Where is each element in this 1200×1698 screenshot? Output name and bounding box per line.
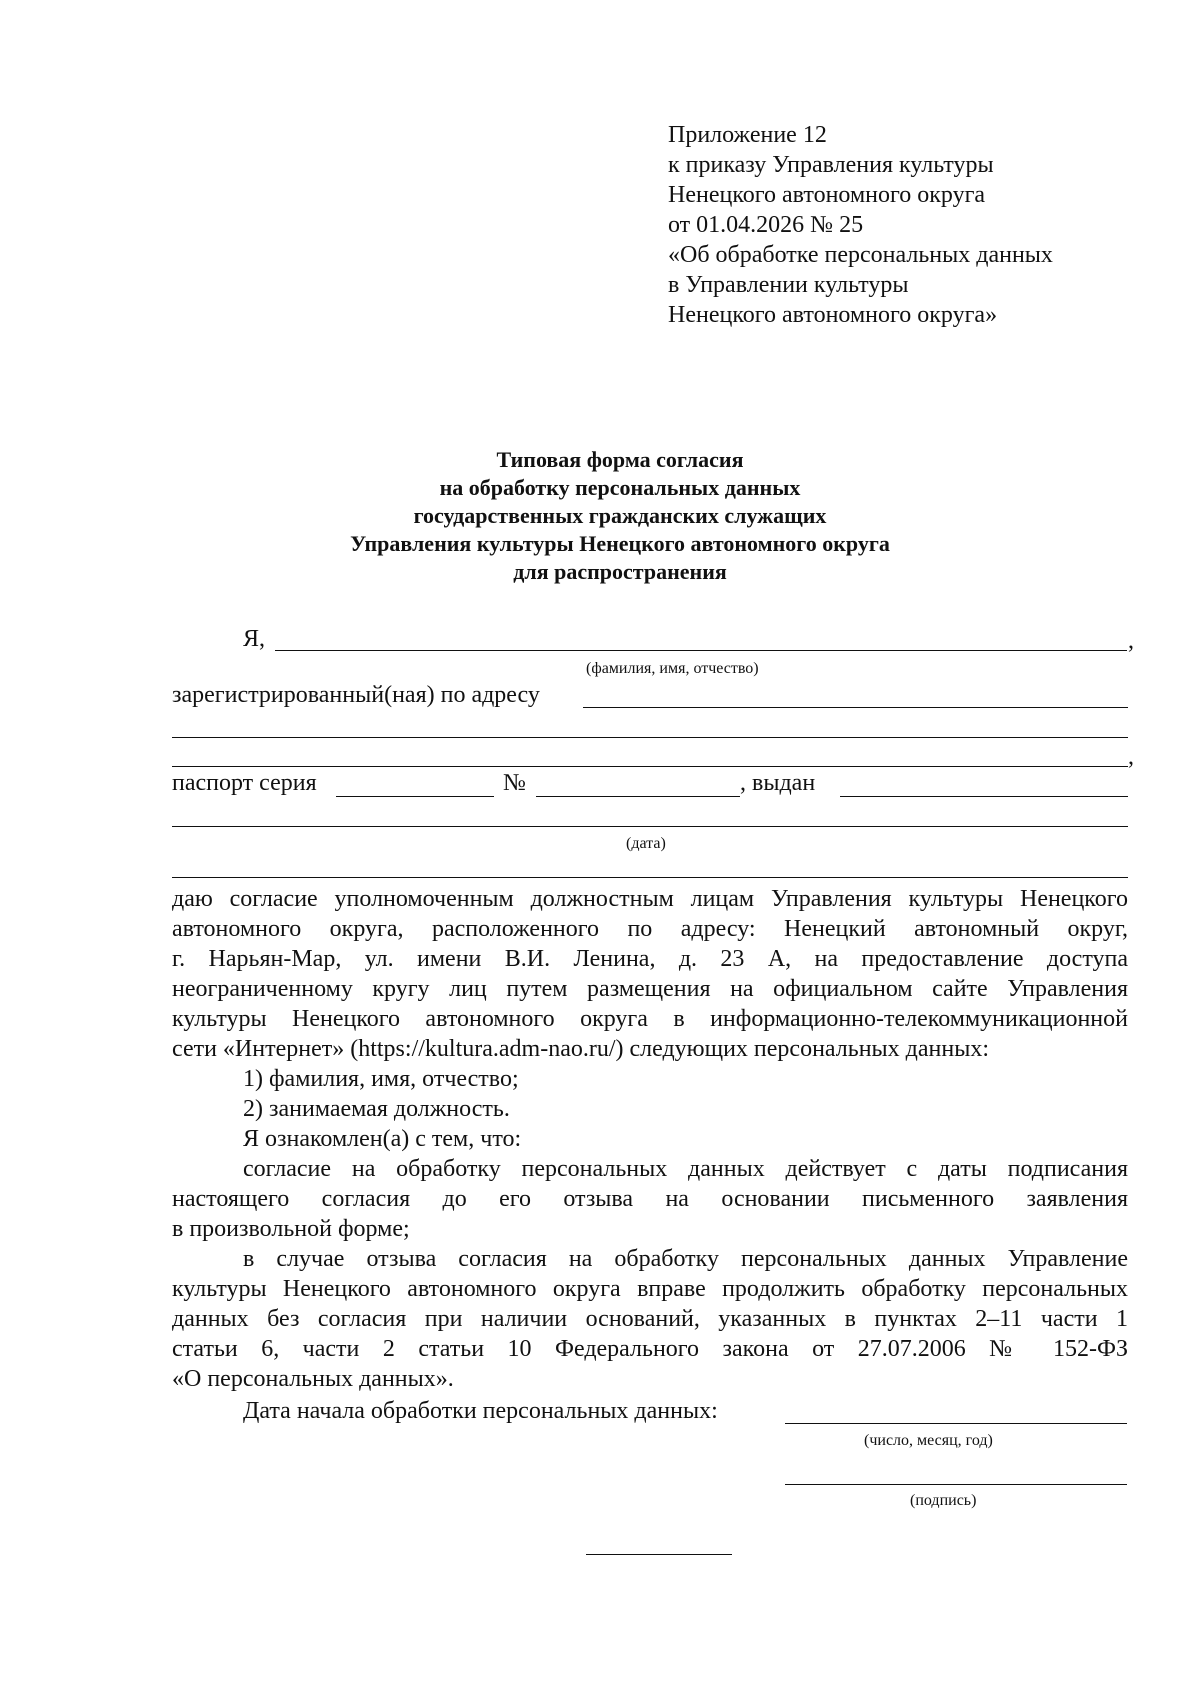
ya-label: Я, bbox=[243, 626, 266, 652]
paragraph-line: «О персональных данных». bbox=[172, 1366, 454, 1392]
fio-field[interactable] bbox=[275, 650, 1127, 651]
passport-series-field[interactable] bbox=[336, 796, 494, 797]
paragraph-line: неограниченному кругу лиц путем размещения на официальном сайте Управления bbox=[172, 976, 1128, 1002]
paragraph-line: данных без согласия при наличии оснований, указанных в пунктах 2–11 части 1 bbox=[172, 1306, 1128, 1332]
passport-number-field[interactable] bbox=[536, 796, 740, 797]
issued-label: , выдан bbox=[740, 770, 816, 796]
paragraph-line: в случае отзыва согласия на обработку персональных данных Управление bbox=[243, 1246, 1128, 1272]
appendix-line: Приложение 12 bbox=[668, 122, 827, 148]
title-line: государственных гражданских служащих bbox=[413, 503, 827, 528]
comma: , bbox=[1128, 628, 1134, 654]
issued-date-field[interactable] bbox=[172, 826, 1128, 827]
appendix-line: в Управлении культуры bbox=[668, 272, 909, 298]
title-line: на обработку персональных данных bbox=[439, 475, 801, 500]
passport-number-label: № bbox=[503, 770, 526, 796]
aware-line: Я ознакомлен(а) с тем, что: bbox=[243, 1126, 522, 1152]
paragraph-line: культуры Ненецкого автономного округа в информационно-телекоммуникационной bbox=[172, 1006, 1128, 1032]
paragraph-line: статьи 6, части 2 статьи 10 Федерального закона от 27.07.2006 № 152-ФЗ bbox=[172, 1336, 1128, 1362]
appendix-line: Ненецкого автономного округа bbox=[668, 182, 986, 208]
paragraph-line: согласие на обработку персональных данных действует с даты подписания bbox=[243, 1156, 1128, 1182]
issued-by-field[interactable] bbox=[840, 796, 1128, 797]
paragraph-line: сети «Интернет» (https://kultura.adm-nao.ru/) следующих персональных данных: bbox=[172, 1036, 990, 1062]
list-item: 2) занимаемая должность. bbox=[243, 1096, 510, 1122]
start-date-field[interactable] bbox=[785, 1423, 1127, 1424]
address-label: зарегистрированный(ная) по адресу bbox=[172, 682, 540, 708]
passport-series-label: паспорт серия bbox=[172, 770, 317, 796]
start-date-label: Дата начала обработки персональных данных: bbox=[243, 1398, 718, 1424]
address-field-line-2[interactable] bbox=[172, 737, 1128, 738]
title-line: Типовая форма согласия bbox=[496, 447, 744, 472]
appendix-line: «Об обработке персональных данных bbox=[668, 242, 1053, 268]
address-field-line-3[interactable] bbox=[172, 766, 1128, 767]
appendix-line: Ненецкого автономного округа» bbox=[668, 302, 998, 328]
list-item: 1) фамилия, имя, отчество; bbox=[243, 1066, 519, 1092]
signature-field[interactable] bbox=[785, 1484, 1127, 1485]
end-divider bbox=[586, 1554, 732, 1555]
appendix-line: к приказу Управления культуры bbox=[668, 152, 994, 178]
appendix-line: от 01.04.2026 № 25 bbox=[668, 212, 864, 238]
date-parts-hint: (число, месяц, год) bbox=[864, 1432, 993, 1449]
address-field[interactable] bbox=[583, 707, 1128, 708]
paragraph-line: в произвольной форме; bbox=[172, 1216, 410, 1242]
paragraph-line: г. Нарьян-Мар, ул. имени В.И. Ленина, д. 23 А, на предоставление доступа bbox=[172, 946, 1128, 972]
fio-hint: (фамилия, имя, отчество) bbox=[586, 660, 759, 677]
date-hint: (дата) bbox=[626, 835, 666, 852]
paragraph-line: даю согласие уполномоченным должностным лицам Управления культуры Ненецкого bbox=[172, 886, 1128, 912]
comma: , bbox=[1128, 744, 1134, 770]
paragraph-line: настоящего согласия до его отзыва на основании письменного заявления bbox=[172, 1186, 1128, 1212]
paragraph-line: культуры Ненецкого автономного округа вправе продолжить обработку персональных bbox=[172, 1276, 1128, 1302]
signature-hint: (подпись) bbox=[910, 1492, 977, 1509]
title-line: для распространения bbox=[513, 559, 727, 584]
issued-extra-field[interactable] bbox=[172, 877, 1128, 878]
title-line: Управления культуры Ненецкого автономного округа bbox=[350, 531, 890, 556]
paragraph-line: автономного округа, расположенного по адресу: Ненецкий автономный округ, bbox=[172, 916, 1128, 942]
